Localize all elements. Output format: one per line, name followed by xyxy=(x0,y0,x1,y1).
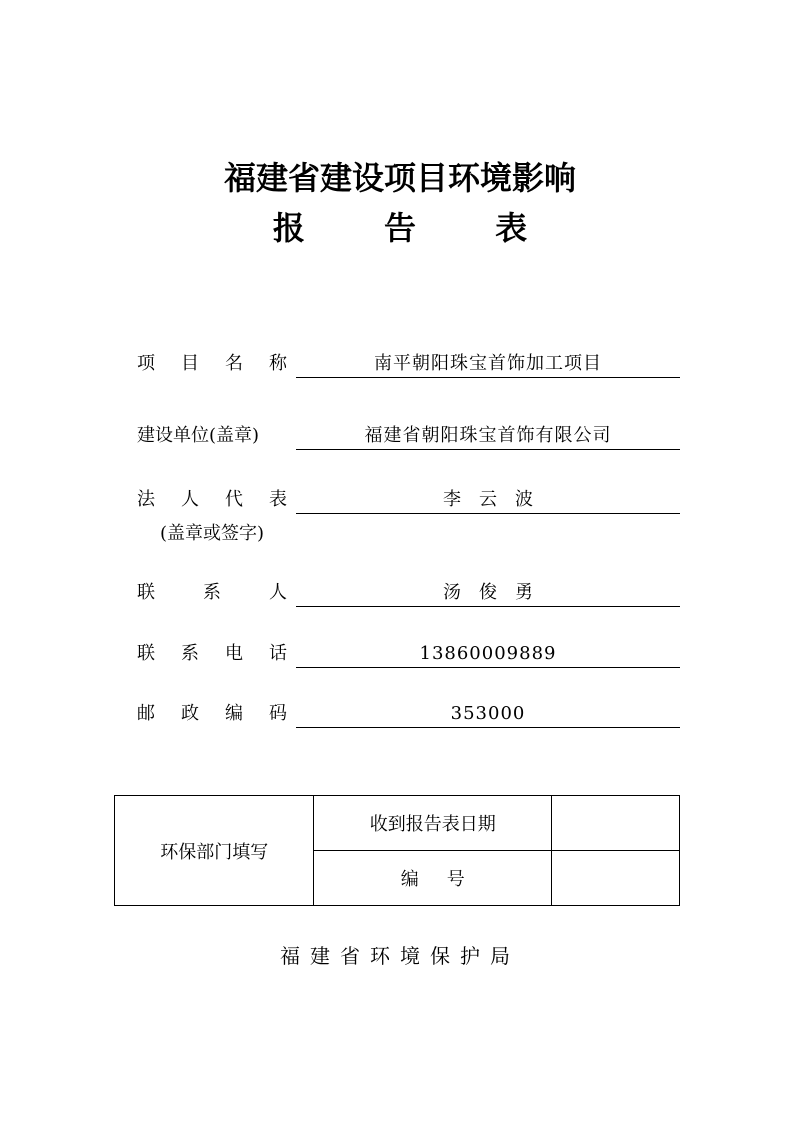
label-char: 人 xyxy=(269,582,287,603)
serial-number-value[interactable] xyxy=(552,851,680,906)
label-char: 系 xyxy=(181,643,199,664)
label-char: 项 xyxy=(137,353,155,374)
project-name-label xyxy=(137,352,287,376)
project-name-value: 南平朝阳珠宝首饰加工项目 xyxy=(296,351,680,378)
phone-label xyxy=(137,642,287,666)
label-char: 政 xyxy=(181,703,199,724)
label-char: 系 xyxy=(203,582,221,603)
title-char-2: 告 xyxy=(383,209,416,247)
label-char: 代 xyxy=(225,489,243,510)
received-date-label: 收到报告表日期 xyxy=(314,796,552,851)
label-char: 编 xyxy=(225,703,243,724)
issuing-authority: 福建省环境保护局 xyxy=(280,944,520,968)
legal-rep-sublabel: (盖章或签字) xyxy=(160,523,265,544)
office-use-header: 环保部门填写 xyxy=(115,796,314,906)
label-char: 人 xyxy=(181,489,199,510)
builder-value: 福建省朝阳珠宝首饰有限公司 xyxy=(296,423,680,450)
label-char: 称 xyxy=(269,353,287,374)
received-date-value[interactable] xyxy=(552,796,680,851)
phone-value: 13860009889 xyxy=(296,641,680,668)
office-use-table xyxy=(114,795,680,906)
label-char: 联 xyxy=(137,643,155,664)
label-char: 目 xyxy=(181,353,199,374)
label-char: 话 xyxy=(269,643,287,664)
label-char: 邮 xyxy=(137,703,155,724)
report-title-line1: 福建省建设项目环境影响 xyxy=(223,159,576,197)
label-char: 码 xyxy=(269,703,287,724)
postcode-value: 353000 xyxy=(296,701,680,728)
label-char: 电 xyxy=(225,643,243,664)
contact-label xyxy=(137,581,287,605)
title-char-3: 表 xyxy=(495,209,528,247)
label-char: 联 xyxy=(137,582,155,603)
legal-rep-label xyxy=(137,488,287,512)
builder-label: 建设单位(盖章) xyxy=(137,425,260,446)
serial-number-label: 编号 xyxy=(314,851,552,906)
label-char: 法 xyxy=(137,489,155,510)
postcode-label xyxy=(137,702,287,726)
label-char: 表 xyxy=(269,489,287,510)
label-char: 名 xyxy=(225,353,243,374)
report-title-line2 xyxy=(0,208,800,248)
legal-rep-value: 李云波 xyxy=(296,487,680,514)
contact-value: 汤俊勇 xyxy=(296,580,680,607)
title-char-1: 报 xyxy=(272,209,305,247)
